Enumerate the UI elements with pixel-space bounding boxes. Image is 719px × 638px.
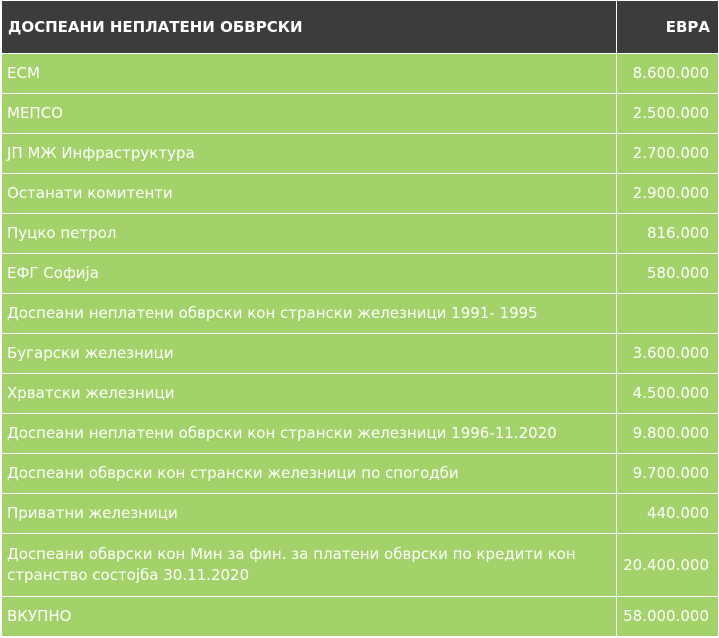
row-name-cell: ЕСМ: [2, 54, 617, 94]
row-name-cell: МЕПСО: [2, 94, 617, 134]
table-row: [2, 134, 719, 174]
table-row: [2, 54, 719, 94]
row-value-cell: 4.500.000: [617, 374, 719, 414]
row-name-cell: Бугарски железници: [2, 334, 617, 374]
row-value-cell: 580.000: [617, 254, 719, 294]
row-name-cell: Приватни железници: [2, 494, 617, 534]
table-header-row: [2, 1, 719, 54]
table-row: [2, 534, 719, 597]
table-row: [2, 94, 719, 134]
table-row: [2, 374, 719, 414]
row-name-cell: ЕФГ Софија: [2, 254, 617, 294]
row-value-cell: 440.000: [617, 494, 719, 534]
header-value-cell: ЕВРА: [617, 1, 719, 54]
debts-table: [1, 0, 719, 637]
row-name-cell: Пуцко петрол: [2, 214, 617, 254]
row-value-cell: 816.000: [617, 214, 719, 254]
total-value-cell: 58.000.000: [617, 597, 719, 637]
row-value-cell: 2.900.000: [617, 174, 719, 214]
table-row: [2, 254, 719, 294]
row-value-cell: 3.600.000: [617, 334, 719, 374]
row-value-cell: 9.800.000: [617, 414, 719, 454]
row-name-cell: Доспеани неплатени обврски кон странски железници 1996-11.2020: [2, 414, 617, 454]
table-row: [2, 294, 719, 334]
row-name-cell: ЈП МЖ Инфраструктура: [2, 134, 617, 174]
row-name-cell: Останати комитенти: [2, 174, 617, 214]
table-row: [2, 454, 719, 494]
row-name-cell: Доспеани обврски кон странски железници по спогодби: [2, 454, 617, 494]
row-name-cell: Хрватски железници: [2, 374, 617, 414]
table-row: [2, 174, 719, 214]
row-value-cell: 2.700.000: [617, 134, 719, 174]
row-value-cell: 20.400.000: [617, 534, 719, 597]
total-row: [2, 597, 719, 637]
table-row: [2, 334, 719, 374]
row-value-cell: 9.700.000: [617, 454, 719, 494]
row-value-cell: 2.500.000: [617, 94, 719, 134]
table-row: [2, 414, 719, 454]
total-name-cell: ВКУПНО: [2, 597, 617, 637]
header-name-cell: ДОСПЕАНИ НЕПЛАТЕНИ ОБВРСКИ: [2, 1, 617, 54]
row-value-cell: 8.600.000: [617, 54, 719, 94]
row-name-cell: Доспеани обврски кон Мин за фин. за платени обврски по кредити кон странство состојба 30.11.2020: [2, 534, 617, 597]
table-row: [2, 494, 719, 534]
row-name-cell: Доспеани неплатени обврски кон странски железници 1991- 1995: [2, 294, 617, 334]
row-value-cell: [617, 294, 719, 334]
table-row: [2, 214, 719, 254]
